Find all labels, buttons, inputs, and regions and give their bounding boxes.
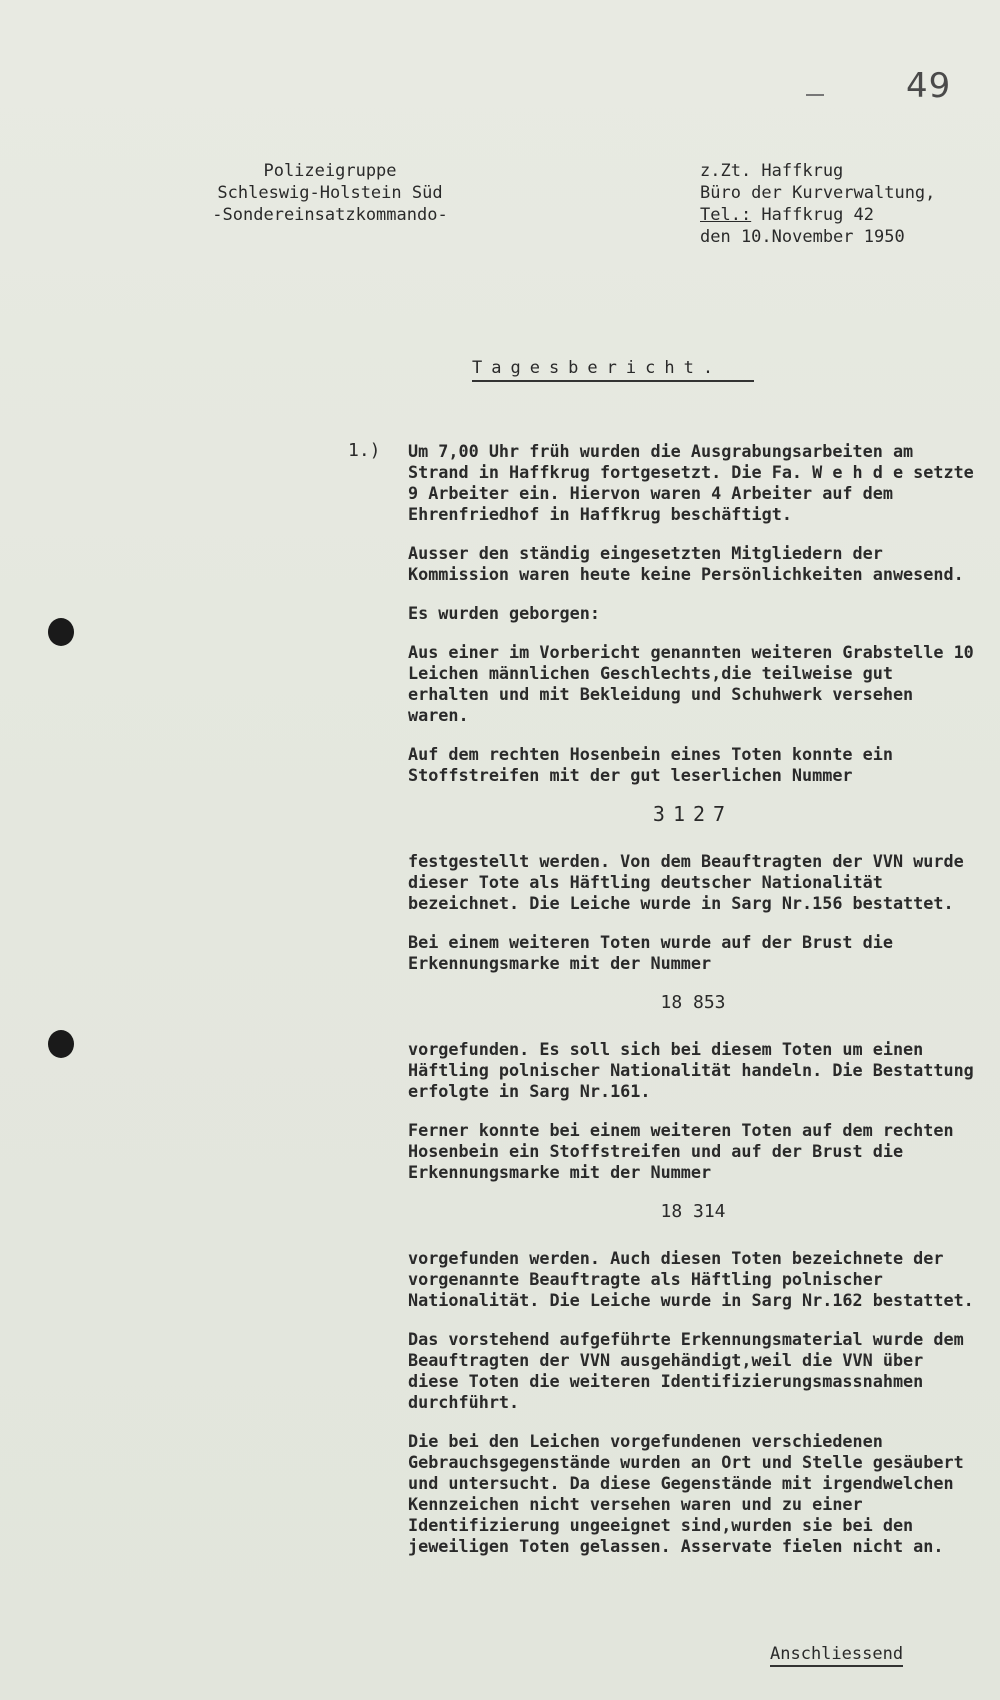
- telephone-label: Tel.:: [700, 205, 752, 225]
- identification-number-2: 18 853: [660, 992, 726, 1013]
- paragraph-excavation: Um 7,00 Uhr früh wurden die Ausgrabungsarbeiten am Strand in Haffkrug fortgesetzt. Die Fa. W e h d e setzte 9 Arbeiter ein. Hiervon waren 4 Arbeiter auf dem Ehrenfriedhof in Haffkrug beschäftigt.: [408, 441, 974, 524]
- sender-block: [200, 160, 460, 226]
- punch-hole-top: [48, 618, 74, 646]
- pencil-mark: [806, 94, 824, 96]
- identification-number-3: 18 314: [660, 1201, 726, 1222]
- paragraph-grave: Aus einer im Vorbericht genannten weiteren Grabstelle 10 Leichen männlichen Geschlechts,die teilweise gut erhalten und mit Bekleidung und Schuhwerk versehen waren.: [408, 642, 974, 725]
- location-date-block: [700, 160, 990, 248]
- report-title: Tagesbericht.: [472, 358, 754, 382]
- sender-line-1: Polizeigruppe: [263, 161, 397, 181]
- paragraph-polish-prisoner-2: vorgefunden werden. Auch diesen Toten bezeichnete der vorgenannte Beauftragte als Häftling polnischer Nationalität. Die Leiche wurde in Sarg Nr.162 bestattet.: [408, 1248, 974, 1310]
- sender-line-3: -Sondereinsatzkommando-: [212, 205, 448, 225]
- paragraph-further-dead: Ferner konnte bei einem weiteren Toten auf dem rechten Hosenbein ein Stoffstreifen und auf der Brust die Erkennungsmarke mit der Nummer: [408, 1120, 954, 1182]
- paragraph-vvn-handover: Das vorstehend aufgeführte Erkennungsmaterial wurde dem Beauftragten der VVN ausgehändigt,weil die VVN über diese Toten die weiteren Identifizierungsmassnahmen durchführt.: [408, 1329, 964, 1412]
- location-line: z.Zt. Haffkrug: [700, 161, 844, 181]
- telephone-line: [700, 204, 990, 226]
- page-number: 49: [906, 66, 952, 106]
- paragraph-belongings: Die bei den Leichen vorgefundenen verschiedenen Gebrauchsgegenstände wurden an Ort und Stelle gesäubert und untersucht. Da diese Gegenstände mit irgendwelchen Kennzeichen nicht versehen waren und zu einer Identifizierung ungeeignet sind,wurden sie bei den jeweiligen Toten gelassen. Asservate fielen nicht an.: [408, 1431, 964, 1556]
- continuation-note: Anschliessend: [770, 1644, 903, 1667]
- report-body: [408, 441, 978, 1575]
- paragraph-recovered: Es wurden geborgen:: [408, 603, 600, 623]
- item-number: 1.): [348, 440, 381, 461]
- sender-line-2: Schleswig-Holstein Süd: [217, 183, 443, 203]
- office-line: Büro der Kurverwaltung,: [700, 183, 936, 203]
- paragraph-commission: Ausser den ständig eingesetzten Mitgliedern der Kommission waren heute keine Persönlichkeiten anwesend.: [408, 543, 964, 584]
- paragraph-german-prisoner: festgestellt werden. Von dem Beauftragten der VVN wurde dieser Tote als Häftling deutscher Nationalität bezeichnet. Die Leiche wurde in Sarg Nr.156 bestattet.: [408, 851, 964, 913]
- paragraph-trouser-leg: Auf dem rechten Hosenbein eines Toten konnte ein Stoffstreifen mit der gut leserlichen Nummer: [408, 744, 893, 785]
- paragraph-polish-prisoner: vorgefunden. Es soll sich bei diesem Toten um einen Häftling polnischer Nationalität handeln. Die Bestattung erfolgte in Sarg Nr.161.: [408, 1039, 974, 1101]
- date-line: den 10.November 1950: [700, 227, 905, 247]
- identification-number-1: 3127: [652, 802, 734, 826]
- telephone-value: Haffkrug 42: [751, 205, 875, 225]
- punch-hole-bottom: [48, 1030, 74, 1058]
- paragraph-identity-tag: Bei einem weiteren Toten wurde auf der Brust die Erkennungsmarke mit der Nummer: [408, 932, 893, 973]
